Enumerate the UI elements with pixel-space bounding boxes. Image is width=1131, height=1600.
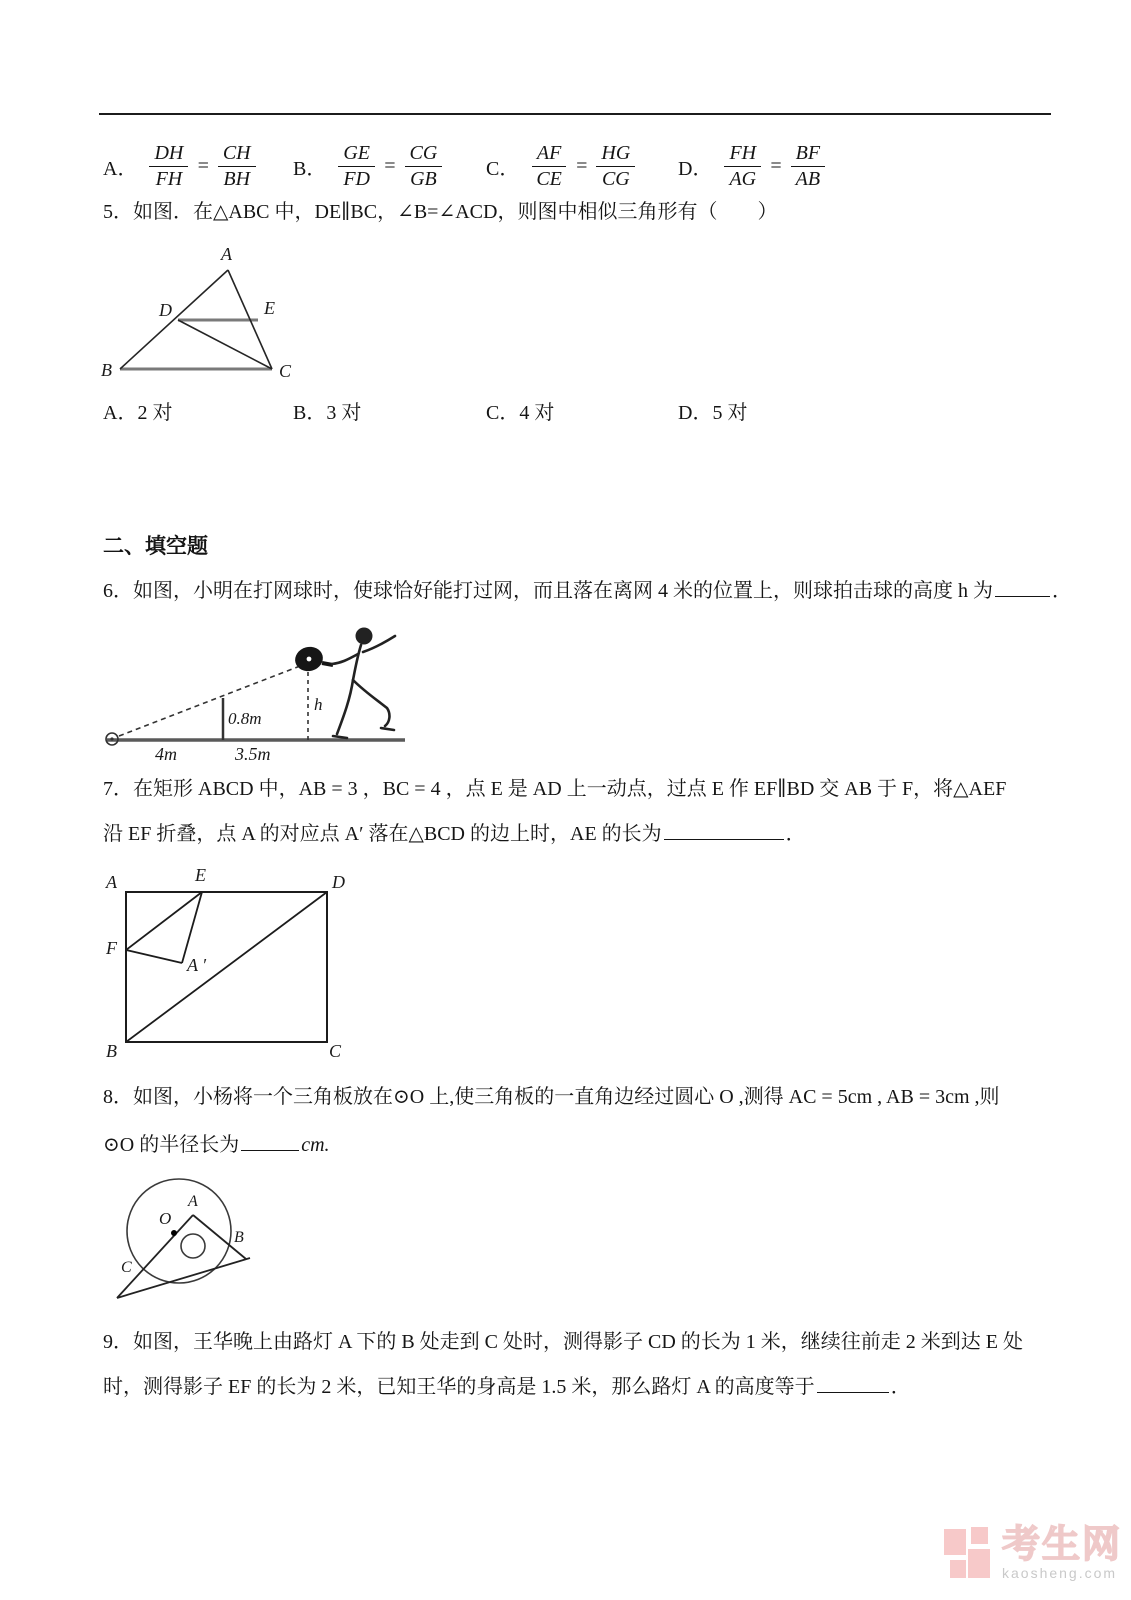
- section-2-header: 二、填空题: [103, 534, 208, 558]
- player-front-foot: [333, 736, 347, 738]
- equals-sign: =: [574, 154, 589, 177]
- fraction: [724, 142, 761, 190]
- watermark-domain: kaosheng.com: [1002, 1565, 1118, 1581]
- question-6-period: ．: [1052, 580, 1072, 602]
- segment-ef: [126, 892, 202, 950]
- question-5-text: 5．如图．在△ABC 中，DE∥BC，∠B=∠ACD，则图中相似三角形有（ ）: [103, 201, 778, 223]
- point-label-c: C: [279, 361, 292, 381]
- question-8-line2: [103, 1131, 330, 1158]
- fraction-numerator: BF: [791, 142, 825, 166]
- fraction-denominator: BH: [223, 167, 251, 190]
- player-back-leg: [353, 680, 389, 726]
- fraction-denominator: CG: [601, 167, 630, 190]
- option-text: 5 对: [712, 402, 748, 424]
- q5-option-c: [486, 396, 554, 425]
- equals-sign: =: [196, 154, 210, 177]
- q5-option-a: [103, 396, 172, 425]
- point-label-f: F: [106, 938, 117, 958]
- logo-block: [971, 1527, 988, 1544]
- diagonal-bd: [126, 892, 327, 1042]
- fraction-numerator: HG: [596, 142, 635, 166]
- rectangle-abcd-diagram: [95, 858, 350, 1063]
- fraction: [218, 142, 256, 190]
- fraction-numerator: CG: [405, 142, 443, 166]
- fraction-numerator: AF: [532, 142, 566, 166]
- option-letter: C．: [486, 157, 520, 180]
- logo-block: [968, 1549, 990, 1578]
- fraction-numerator: DH: [149, 142, 188, 166]
- player-front-leg: [337, 680, 353, 734]
- fraction: [596, 142, 635, 190]
- circle-o-diagram: [93, 1162, 268, 1307]
- point-label-e: E: [195, 865, 206, 885]
- question-8-body: ⊙O 的半径长为: [103, 1134, 240, 1156]
- segment-dc: [178, 320, 272, 369]
- ball-landing-dot: [110, 737, 113, 740]
- answer-blank: [995, 577, 1050, 597]
- answer-blank: [664, 820, 784, 840]
- q5-option-b: [293, 396, 361, 425]
- q6-tennis-figure: [95, 608, 440, 771]
- triangle-abc-diagram: [95, 242, 415, 387]
- point-label-e: E: [264, 298, 275, 318]
- fraction-numerator: CH: [218, 142, 256, 166]
- top-divider: [99, 113, 1051, 115]
- question-9-period: ．: [890, 1376, 911, 1398]
- fraction-denominator: AG: [729, 167, 757, 190]
- point-label-c: C: [121, 1259, 132, 1276]
- h-label: h: [314, 695, 323, 714]
- point-label-d: D: [159, 300, 172, 320]
- option-letter: B．: [293, 157, 327, 180]
- fraction-denominator: GB: [410, 167, 437, 190]
- distance-4m-label: 4m: [155, 744, 177, 764]
- distance-3-5m-label: 3.5m: [235, 744, 271, 764]
- fraction: [791, 142, 825, 190]
- kaosheng-logo-icon: [944, 1527, 994, 1581]
- option-letter: D．: [678, 402, 713, 424]
- point-label-a: A: [221, 244, 232, 264]
- question-9-body: 时，测得影子 EF 的长为 2 米，已知王华的身高是 1.5 米，那么路灯 A 的高度等于: [103, 1376, 815, 1398]
- fraction-denominator: CE: [536, 167, 562, 190]
- player-head: [356, 628, 373, 645]
- segment-e-aprime: [182, 892, 202, 963]
- center-label-o: O: [159, 1209, 172, 1228]
- q5-option-d: [678, 396, 747, 425]
- player-front-arm: [332, 654, 358, 664]
- option-letter: D．: [678, 157, 713, 180]
- fraction-numerator: FH: [724, 142, 761, 166]
- fraction-denominator: FH: [155, 167, 183, 190]
- point-label-b: B: [101, 360, 112, 380]
- question-7-body: 沿 EF 折叠，点 A 的对应点 A′ 落在△BCD 的边上时，AE 的长为: [103, 823, 662, 845]
- fraction-denominator: AB: [795, 167, 821, 190]
- watermark-text: [1002, 1524, 1123, 1581]
- option-text: 4 对: [519, 402, 555, 424]
- point-label-b: B: [106, 1041, 117, 1061]
- kaosheng-watermark: [944, 1524, 1123, 1581]
- fraction: [405, 142, 443, 190]
- point-label-a: A: [106, 872, 117, 892]
- question-6-text: [103, 577, 1072, 604]
- equals-sign: =: [383, 154, 397, 177]
- fraction-numerator: GE: [338, 142, 375, 166]
- set-square-hole: [181, 1234, 205, 1258]
- option-letter: A．: [103, 402, 138, 424]
- option-text: 2 对: [137, 402, 173, 424]
- point-label-a: A: [188, 1193, 198, 1210]
- question-8-unit: cm.: [301, 1134, 330, 1156]
- point-label-c: C: [329, 1041, 342, 1061]
- center-dot: [171, 1230, 177, 1236]
- q4-option-a: [103, 136, 256, 196]
- option-text: 3 对: [326, 402, 362, 424]
- fraction-denominator: FD: [343, 167, 371, 190]
- question-7-period: ．: [785, 823, 806, 845]
- question-8-line1: 8．如图，小杨将一个三角板放在⊙O 上,使三角板的一直角边经过圆心 O ,测得 AC = 5cm , AB = 3cm ,则: [103, 1086, 1000, 1108]
- point-label-a-prime: A ′: [187, 955, 207, 975]
- leg-through-center: [117, 1215, 193, 1298]
- logo-block: [950, 1560, 966, 1578]
- logo-block: [944, 1529, 966, 1555]
- watermark-chinese: 考生网: [1002, 1524, 1123, 1566]
- tennis-diagram: [95, 608, 440, 766]
- question-6-body: 6．如图，小明在打网球时，使球恰好能打过网，而且落在离网 4 米的位置上，则球拍击球的高度 h 为: [103, 580, 993, 602]
- hypotenuse: [117, 1258, 250, 1298]
- question-9-line2: [103, 1373, 911, 1400]
- q8-circle-figure: [93, 1162, 268, 1312]
- ball-trajectory-dashed: [119, 666, 300, 736]
- fraction: [531, 142, 567, 190]
- option-letter: B．: [293, 402, 327, 424]
- question-7-line1: 7．在矩形 ABCD 中，AB = 3 ，BC = 4 ，点 E 是 AD 上一动点，过点 E 作 EF∥BD 交 AB 于 F，将△AEF: [103, 778, 1007, 800]
- player-torso: [353, 645, 361, 680]
- option-letter: C．: [486, 402, 520, 424]
- player-back-foot: [381, 728, 394, 730]
- segment-f-aprime: [126, 950, 182, 963]
- answer-blank: [241, 1131, 299, 1151]
- player-figure: [332, 628, 395, 739]
- q4-option-c: [486, 136, 635, 196]
- q4-option-d: [678, 136, 825, 196]
- question-9-line1: 9．如图，王华晚上由路灯 A 下的 B 处走到 C 处时，测得影子 CD 的长为 1 米，继续往前走 2 米到达 E 处: [103, 1331, 1024, 1353]
- q4-option-b: [293, 136, 442, 196]
- point-label-b: B: [234, 1229, 244, 1246]
- q7-rectangle-figure: [95, 858, 350, 1068]
- q5-triangle-figure: [95, 242, 415, 392]
- option-letter: A．: [103, 157, 138, 180]
- point-label-d: D: [332, 872, 345, 892]
- fraction: [338, 142, 375, 190]
- net-height-label: 0.8m: [228, 709, 262, 728]
- fraction: [149, 142, 188, 190]
- question-7-line2: [103, 820, 806, 847]
- racket-center-dot: [307, 657, 312, 662]
- equals-sign: =: [769, 154, 783, 177]
- answer-blank: [817, 1373, 889, 1393]
